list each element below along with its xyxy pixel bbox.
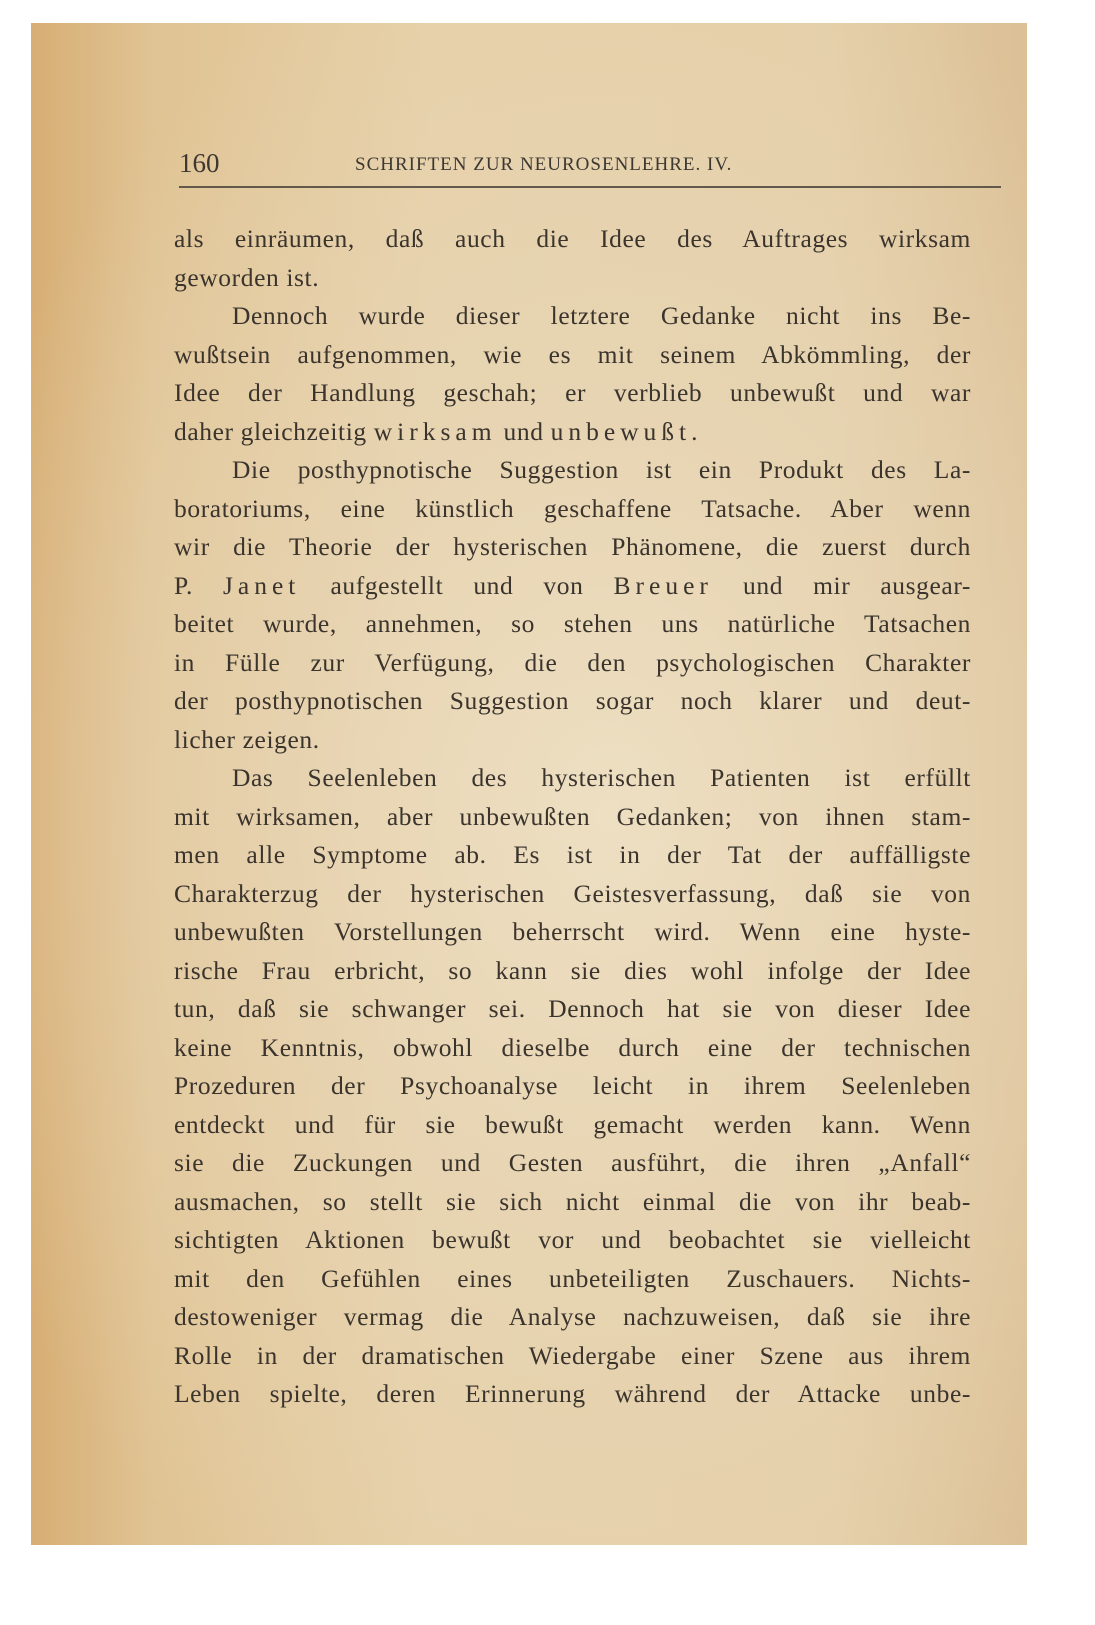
text-line: [174, 1260, 971, 1299]
text-line: [174, 1337, 971, 1376]
page-header: [179, 148, 1001, 184]
text-line: [174, 1144, 971, 1183]
book-page: [31, 23, 1027, 1545]
text-line: [174, 490, 971, 529]
text-line: [174, 567, 971, 606]
text-run: tun, daß sie schwanger sei. Dennoch hat sie von dieser Idee: [174, 994, 971, 1023]
spaced-emphasis: wirksam: [373, 416, 497, 446]
spaced-emphasis: unbewußt: [550, 416, 692, 446]
header-rule: [179, 186, 1001, 188]
text-line: [174, 1375, 971, 1414]
text-run: licher zeigen.: [174, 724, 320, 754]
spaced-emphasis: Breuer: [613, 570, 713, 600]
text-line: [174, 297, 971, 336]
text-run: rische Frau erbricht, so kann sie dies wohl infolge der Idee: [174, 955, 971, 985]
text-line: [174, 336, 971, 375]
text-run: geworden ist.: [174, 262, 320, 292]
text-line: [174, 1183, 971, 1222]
text-line: [174, 1106, 971, 1145]
text-line: [174, 1029, 971, 1068]
text-run: P.: [174, 570, 223, 600]
text-line: [174, 759, 971, 798]
text-line: [174, 528, 971, 567]
text-line: [174, 721, 971, 760]
text-run: Dennoch wurde dieser letztere Gedanke nicht ins Be-: [232, 301, 971, 330]
text-run: Prozeduren der Psychoanalyse leicht in ihrem Seelenleben: [174, 1071, 971, 1100]
body-text: [174, 220, 971, 1414]
text-line: [174, 913, 971, 952]
text-line: [174, 875, 971, 914]
page-number: 160: [179, 148, 220, 178]
text-run: boratoriums, eine künstlich geschaffene Tatsache. Aber wenn: [174, 493, 971, 523]
text-run: und mir ausgear-: [712, 570, 972, 600]
text-run: sie die Zuckungen und Gesten ausführt, die ihren „Anfall“: [174, 1148, 971, 1177]
text-run: .: [691, 416, 699, 446]
text-run: ausmachen, so stellt sie sich nicht einmal die von ihr beab-: [174, 1186, 971, 1216]
text-run: men alle Symptome ab. Es ist in der Tat der auffälligste: [174, 840, 971, 869]
running-head: SCHRIFTEN ZUR NEUROSENLEHRE. IV.: [355, 154, 733, 175]
text-line: [174, 451, 971, 490]
text-run: wußtsein aufgenommen, wie es mit seinem Abkömmling, der: [174, 339, 971, 369]
text-run: mit den Gefühlen eines unbeteiligten Zuschauers. Nichts-: [174, 1263, 971, 1293]
text-line: [174, 682, 971, 721]
text-run: Die posthypnotische Suggestion ist ein Produkt des La-: [232, 455, 971, 484]
text-run: destoweniger vermag die Analyse nachzuweisen, daß sie ihre: [174, 1302, 971, 1331]
text-line: [174, 1221, 971, 1260]
text-run: keine Kenntnis, obwohl dieselbe durch eine der technischen: [174, 1032, 971, 1062]
text-line: [174, 374, 971, 413]
text-run: unbewußten Vorstellungen beherrscht wird. Wenn eine hyste-: [174, 917, 971, 946]
text-run: der posthypnotischen Suggestion sogar noch klarer und deut-: [174, 686, 971, 715]
text-line: [174, 605, 971, 644]
text-run: daher gleichzeitig: [174, 416, 374, 446]
text-line: [174, 1067, 971, 1106]
text-line: [174, 259, 971, 298]
spaced-emphasis: Janet: [223, 570, 301, 600]
text-line: [174, 990, 971, 1029]
text-run: beitet wurde, annehmen, so stehen uns natürliche Tatsachen: [174, 609, 971, 638]
text-run: und: [496, 416, 551, 446]
text-run: in Fülle zur Verfügung, die den psychologischen Charakter: [174, 647, 971, 677]
text-run: wir die Theorie der hysterischen Phänomene, die zuerst durch: [174, 532, 971, 561]
text-line: [174, 220, 971, 259]
text-run: Leben spielte, deren Erinnerung während der Attacke unbe-: [174, 1379, 971, 1408]
text-run: sichtigten Aktionen bewußt vor und beobachtet sie vielleicht: [174, 1225, 971, 1254]
text-run: Rolle in der dramatischen Wiedergabe einer Szene aus ihrem: [174, 1340, 971, 1370]
text-line: [174, 798, 971, 837]
text-line: [174, 836, 971, 875]
text-line: [174, 952, 971, 991]
text-line: [174, 413, 971, 452]
text-line: [174, 1298, 971, 1337]
text-run: mit wirksamen, aber unbewußten Gedanken; von ihnen stam-: [174, 801, 971, 831]
text-run: aufgestellt und von: [300, 570, 614, 600]
text-run: Idee der Handlung geschah; er verblieb unbewußt und war: [174, 378, 971, 407]
text-run: Charakterzug der hysterischen Geistesverfassung, daß sie von: [174, 878, 971, 908]
text-run: Das Seelenleben des hysterischen Patienten ist erfüllt: [232, 763, 971, 792]
text-run: entdeckt und für sie bewußt gemacht werden kann. Wenn: [174, 1109, 971, 1139]
text-run: als einräumen, daß auch die Idee des Auftrages wirksam: [174, 224, 971, 253]
text-line: [174, 644, 971, 683]
